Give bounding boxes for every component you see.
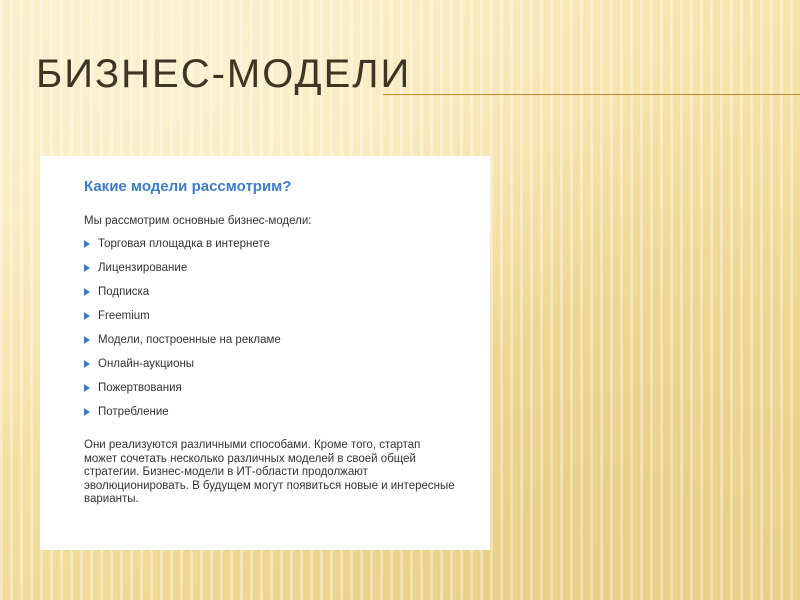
card-intro: Мы рассмотрим основные бизнес-модели:	[84, 215, 312, 227]
list-item-label: Пожертвования	[98, 382, 182, 394]
title-divider	[383, 94, 800, 95]
list-item	[84, 333, 490, 357]
list-item	[84, 237, 490, 261]
card-outro: Они реализуются различными способами. Кроме того, стартап может сочетать несколько различных моделей в своей общей стратегии. Бизнес-модели в ИТ-области продолжают эволюционировать. В будущем могут появиться новые и интересные варианты.	[84, 439, 455, 505]
list-item-label: Онлайн-аукционы	[98, 358, 195, 370]
content-card	[40, 156, 490, 550]
list-item	[84, 381, 490, 405]
list-item-label: Подписка	[98, 286, 150, 298]
list-item	[84, 357, 490, 381]
list-item-label: Торговая площадка в интернете	[98, 238, 270, 250]
business-model-list	[84, 237, 490, 429]
triangle-bullet-icon	[84, 336, 90, 344]
card-heading: Какие модели рассмотрим?	[84, 178, 292, 195]
triangle-bullet-icon	[84, 408, 90, 416]
list-item	[84, 261, 490, 285]
triangle-bullet-icon	[84, 360, 90, 368]
list-item	[84, 285, 490, 309]
slide-title: БИЗНЕС-МОДЕЛИ	[36, 52, 412, 96]
list-item	[84, 309, 490, 333]
list-item-label: Потребление	[98, 406, 169, 418]
list-item-label: Модели, построенные на рекламе	[98, 334, 281, 346]
triangle-bullet-icon	[84, 240, 90, 248]
triangle-bullet-icon	[84, 384, 90, 392]
list-item-label: Freemium	[98, 310, 150, 322]
list-item	[84, 405, 490, 429]
triangle-bullet-icon	[84, 288, 90, 296]
triangle-bullet-icon	[84, 312, 90, 320]
list-item-label: Лицензирование	[98, 262, 188, 274]
triangle-bullet-icon	[84, 264, 90, 272]
